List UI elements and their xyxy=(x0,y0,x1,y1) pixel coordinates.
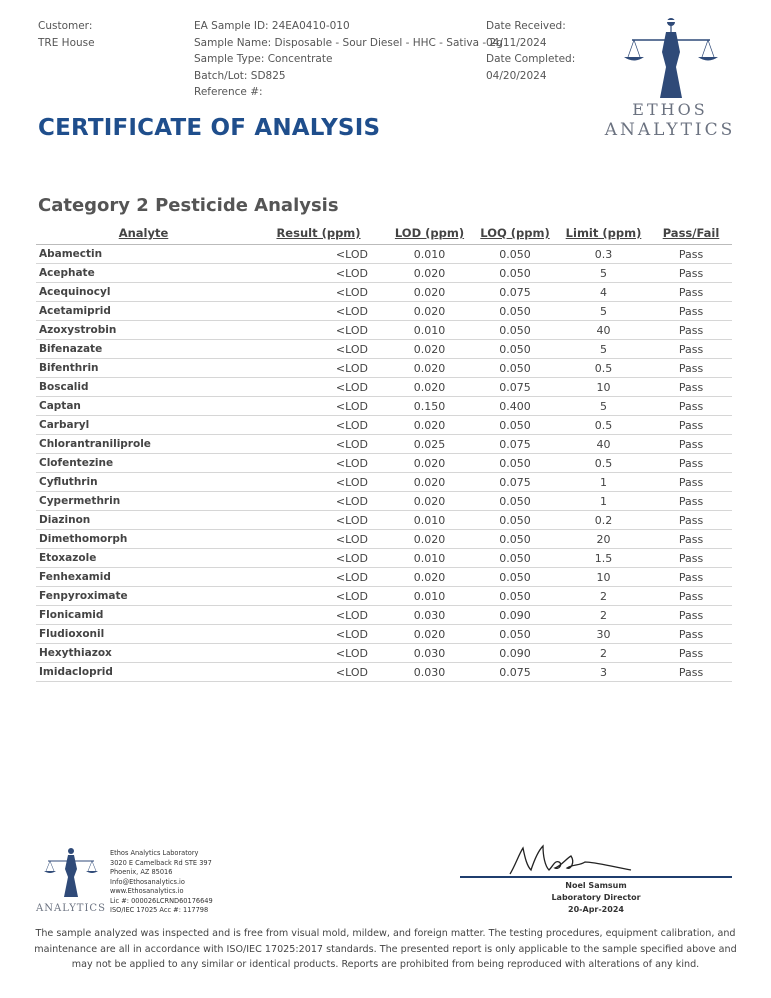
limit-cell: 10 xyxy=(557,378,650,397)
analyte-cell: Acetamiprid xyxy=(36,302,251,321)
lab-address-line2: Phoenix, AZ 85016 xyxy=(110,868,173,876)
dates-block xyxy=(486,18,575,84)
date-received: 04/11/2024 xyxy=(486,36,547,49)
result-cell: <LOD xyxy=(251,264,386,283)
result-cell: <LOD xyxy=(251,549,386,568)
result-cell: <LOD xyxy=(251,625,386,644)
signature-date: 20-Apr-2024 xyxy=(568,905,624,914)
result-cell: <LOD xyxy=(251,644,386,663)
lod-cell: 0.020 xyxy=(386,416,473,435)
sample-info-block xyxy=(194,18,503,101)
limit-cell: 1 xyxy=(557,492,650,511)
lod-cell: 0.020 xyxy=(386,302,473,321)
signer-role: Laboratory Director xyxy=(551,893,641,902)
analyte-cell: Acephate xyxy=(36,264,251,283)
column-header: Analyte xyxy=(36,222,251,245)
limit-cell: 5 xyxy=(557,264,650,283)
table-row xyxy=(36,416,732,435)
loq-cell: 0.050 xyxy=(473,568,557,587)
signature-graphic xyxy=(505,836,635,881)
date-completed: 04/20/2024 xyxy=(486,69,547,82)
analyte-cell: Boscalid xyxy=(36,378,251,397)
lod-cell: 0.020 xyxy=(386,283,473,302)
pass-fail-cell: Pass xyxy=(650,644,732,663)
loq-cell: 0.050 xyxy=(473,359,557,378)
lod-cell: 0.020 xyxy=(386,454,473,473)
table-row xyxy=(36,473,732,492)
limit-cell: 5 xyxy=(557,397,650,416)
limit-cell: 1 xyxy=(557,473,650,492)
limit-cell: 5 xyxy=(557,302,650,321)
limit-cell: 3 xyxy=(557,663,650,682)
result-cell: <LOD xyxy=(251,283,386,302)
pass-fail-cell: Pass xyxy=(650,549,732,568)
sample-id: EA Sample ID: 24EA0410-010 xyxy=(194,20,350,32)
lod-cell: 0.020 xyxy=(386,625,473,644)
pass-fail-cell: Pass xyxy=(650,397,732,416)
limit-cell: 0.2 xyxy=(557,511,650,530)
pass-fail-cell: Pass xyxy=(650,511,732,530)
column-header: Result (ppm) xyxy=(251,222,386,245)
page-title: CERTIFICATE OF ANALYSIS xyxy=(38,115,381,141)
lod-cell: 0.020 xyxy=(386,378,473,397)
lod-cell: 0.030 xyxy=(386,663,473,682)
lab-license: Lic #: 000026LCRND60176649 xyxy=(110,896,213,905)
pass-fail-cell: Pass xyxy=(650,473,732,492)
loq-cell: 0.050 xyxy=(473,264,557,283)
lab-email[interactable]: Info@Ethosanalytics.io xyxy=(110,877,185,886)
footer-logo-text: ANALYTICS xyxy=(36,903,106,914)
analyte-cell: Bifenthrin xyxy=(36,359,251,378)
sample-name: Sample Name: Disposable - Sour Diesel - HHC - Sativa - 2g xyxy=(194,36,503,49)
limit-cell: 0.3 xyxy=(557,245,650,264)
signature-block xyxy=(460,880,732,916)
analyte-cell: Captan xyxy=(36,397,251,416)
loq-cell: 0.050 xyxy=(473,340,557,359)
date-completed-label: Date Completed: xyxy=(486,53,576,65)
analyte-cell: Cyfluthrin xyxy=(36,473,251,492)
result-cell: <LOD xyxy=(251,321,386,340)
lod-cell: 0.020 xyxy=(386,492,473,511)
result-cell: <LOD xyxy=(251,663,386,682)
pass-fail-cell: Pass xyxy=(650,359,732,378)
analyte-cell: Imidacloprid xyxy=(36,663,251,682)
analyte-cell: Bifenazate xyxy=(36,340,251,359)
loq-cell: 0.090 xyxy=(473,606,557,625)
date-received-label: Date Received: xyxy=(486,20,566,32)
lod-cell: 0.010 xyxy=(386,321,473,340)
column-header: LOQ (ppm) xyxy=(473,222,557,245)
loq-cell: 0.050 xyxy=(473,492,557,511)
table-row xyxy=(36,340,732,359)
loq-cell: 0.050 xyxy=(473,321,557,340)
analyte-cell: Fenhexamid xyxy=(36,568,251,587)
pass-fail-cell: Pass xyxy=(650,245,732,264)
limit-cell: 0.5 xyxy=(557,359,650,378)
result-cell: <LOD xyxy=(251,378,386,397)
limit-cell: 0.5 xyxy=(557,454,650,473)
analyte-cell: Fenpyroximate xyxy=(36,587,251,606)
lod-cell: 0.010 xyxy=(386,511,473,530)
result-cell: <LOD xyxy=(251,606,386,625)
lod-cell: 0.020 xyxy=(386,568,473,587)
customer-label: Customer: xyxy=(38,20,93,32)
table-row xyxy=(36,492,732,511)
signature-line xyxy=(460,876,732,878)
table-row xyxy=(36,378,732,397)
logo-text-analytics: ANALYTICS xyxy=(604,120,736,140)
table-row xyxy=(36,359,732,378)
customer-name: TRE House xyxy=(38,36,95,49)
lod-cell: 0.030 xyxy=(386,644,473,663)
signer-name: Noel Samsum xyxy=(565,881,627,890)
loq-cell: 0.050 xyxy=(473,416,557,435)
lab-info-block xyxy=(110,849,213,916)
limit-cell: 2 xyxy=(557,644,650,663)
limit-cell: 5 xyxy=(557,340,650,359)
category-title: Category 2 Pesticide Analysis xyxy=(38,195,339,216)
limit-cell: 20 xyxy=(557,530,650,549)
table-row xyxy=(36,454,732,473)
limit-cell: 10 xyxy=(557,568,650,587)
loq-cell: 0.050 xyxy=(473,549,557,568)
reference-number: Reference #: xyxy=(194,86,263,98)
lod-cell: 0.020 xyxy=(386,359,473,378)
result-cell: <LOD xyxy=(251,473,386,492)
lab-website[interactable]: www.Ethosanalytics.io xyxy=(110,887,184,895)
pass-fail-cell: Pass xyxy=(650,321,732,340)
table-header-row xyxy=(36,222,732,245)
result-cell: <LOD xyxy=(251,568,386,587)
limit-cell: 1.5 xyxy=(557,549,650,568)
loq-cell: 0.050 xyxy=(473,454,557,473)
analyte-cell: Acequinocyl xyxy=(36,283,251,302)
pass-fail-cell: Pass xyxy=(650,530,732,549)
lod-cell: 0.020 xyxy=(386,530,473,549)
lod-cell: 0.025 xyxy=(386,435,473,454)
sample-type: Sample Type: Concentrate xyxy=(194,53,333,65)
table-row xyxy=(36,321,732,340)
loq-cell: 0.400 xyxy=(473,397,557,416)
table-row xyxy=(36,625,732,644)
table-row xyxy=(36,435,732,454)
customer-block xyxy=(38,18,95,51)
limit-cell: 40 xyxy=(557,321,650,340)
table-row xyxy=(36,397,732,416)
loq-cell: 0.075 xyxy=(473,435,557,454)
lod-cell: 0.020 xyxy=(386,473,473,492)
loq-cell: 0.050 xyxy=(473,245,557,264)
analyte-cell: Carbaryl xyxy=(36,416,251,435)
table-row xyxy=(36,568,732,587)
analyte-cell: Diazinon xyxy=(36,511,251,530)
loq-cell: 0.050 xyxy=(473,530,557,549)
result-cell: <LOD xyxy=(251,397,386,416)
lab-name: Ethos Analytics Laboratory xyxy=(110,849,199,857)
pesticide-table xyxy=(36,222,732,682)
pass-fail-cell: Pass xyxy=(650,435,732,454)
limit-cell: 30 xyxy=(557,625,650,644)
result-cell: <LOD xyxy=(251,454,386,473)
table-row xyxy=(36,530,732,549)
analyte-cell: Cypermethrin xyxy=(36,492,251,511)
table-row xyxy=(36,283,732,302)
pass-fail-cell: Pass xyxy=(650,340,732,359)
lod-cell: 0.030 xyxy=(386,606,473,625)
limit-cell: 2 xyxy=(557,606,650,625)
pass-fail-cell: Pass xyxy=(650,283,732,302)
loq-cell: 0.075 xyxy=(473,663,557,682)
lod-cell: 0.010 xyxy=(386,245,473,264)
lod-cell: 0.010 xyxy=(386,587,473,606)
result-cell: <LOD xyxy=(251,302,386,321)
result-cell: <LOD xyxy=(251,340,386,359)
limit-cell: 0.5 xyxy=(557,416,650,435)
pass-fail-cell: Pass xyxy=(650,606,732,625)
pass-fail-cell: Pass xyxy=(650,625,732,644)
table-row xyxy=(36,587,732,606)
analyte-cell: Flonicamid xyxy=(36,606,251,625)
result-cell: <LOD xyxy=(251,511,386,530)
table-row xyxy=(36,302,732,321)
limit-cell: 40 xyxy=(557,435,650,454)
pass-fail-cell: Pass xyxy=(650,264,732,283)
lab-address-line1: 3020 E Camelback Rd STE 397 xyxy=(110,858,212,867)
loq-cell: 0.075 xyxy=(473,473,557,492)
analyte-cell: Azoxystrobin xyxy=(36,321,251,340)
pass-fail-cell: Pass xyxy=(650,663,732,682)
loq-cell: 0.050 xyxy=(473,511,557,530)
table-row xyxy=(36,511,732,530)
result-cell: <LOD xyxy=(251,530,386,549)
loq-cell: 0.090 xyxy=(473,644,557,663)
loq-cell: 0.075 xyxy=(473,283,557,302)
column-header: LOD (ppm) xyxy=(386,222,473,245)
loq-cell: 0.050 xyxy=(473,302,557,321)
pass-fail-cell: Pass xyxy=(650,378,732,397)
result-cell: <LOD xyxy=(251,492,386,511)
result-cell: <LOD xyxy=(251,359,386,378)
pass-fail-cell: Pass xyxy=(650,492,732,511)
table-row xyxy=(36,549,732,568)
lod-cell: 0.020 xyxy=(386,264,473,283)
result-cell: <LOD xyxy=(251,245,386,264)
limit-cell: 2 xyxy=(557,587,650,606)
lab-iso: ISO/IEC 17025 Acc #: 117798 xyxy=(110,906,209,914)
analyte-cell: Clofentezine xyxy=(36,454,251,473)
analyte-cell: Abamectin xyxy=(36,245,251,264)
analyte-cell: Dimethomorph xyxy=(36,530,251,549)
analyte-cell: Etoxazole xyxy=(36,549,251,568)
analyte-cell: Hexythiazox xyxy=(36,644,251,663)
table-row xyxy=(36,644,732,663)
lod-cell: 0.150 xyxy=(386,397,473,416)
loq-cell: 0.050 xyxy=(473,625,557,644)
pass-fail-cell: Pass xyxy=(650,416,732,435)
table-row xyxy=(36,245,732,264)
column-header: Limit (ppm) xyxy=(557,222,650,245)
disclaimer-text: The sample analyzed was inspected and is free from visual mold, mildew, and foreign matter. The testing procedures, equipment calibration, and maintenance are all in accordance with ISO/IEC 17025:2017 standards. The presented report is only applicable to the sample specified above and may not be applied to any similar or identical products. Reports are prohibited from being reproduced with alterations of any kind. xyxy=(34,928,737,970)
column-header: Pass/Fail xyxy=(650,222,732,245)
table-row xyxy=(36,264,732,283)
table-row xyxy=(36,663,732,682)
pass-fail-cell: Pass xyxy=(650,587,732,606)
result-cell: <LOD xyxy=(251,587,386,606)
pass-fail-cell: Pass xyxy=(650,454,732,473)
result-cell: <LOD xyxy=(251,416,386,435)
limit-cell: 4 xyxy=(557,283,650,302)
logo-text-ethos: ETHOS xyxy=(632,100,708,119)
loq-cell: 0.050 xyxy=(473,587,557,606)
analyte-cell: Chlorantraniliprole xyxy=(36,435,251,454)
pass-fail-cell: Pass xyxy=(650,568,732,587)
loq-cell: 0.075 xyxy=(473,378,557,397)
lod-cell: 0.020 xyxy=(386,340,473,359)
lod-cell: 0.010 xyxy=(386,549,473,568)
result-cell: <LOD xyxy=(251,435,386,454)
table-row xyxy=(36,606,732,625)
batch-lot: Batch/Lot: SD825 xyxy=(194,69,286,82)
analyte-cell: Fludioxonil xyxy=(36,625,251,644)
pass-fail-cell: Pass xyxy=(650,302,732,321)
